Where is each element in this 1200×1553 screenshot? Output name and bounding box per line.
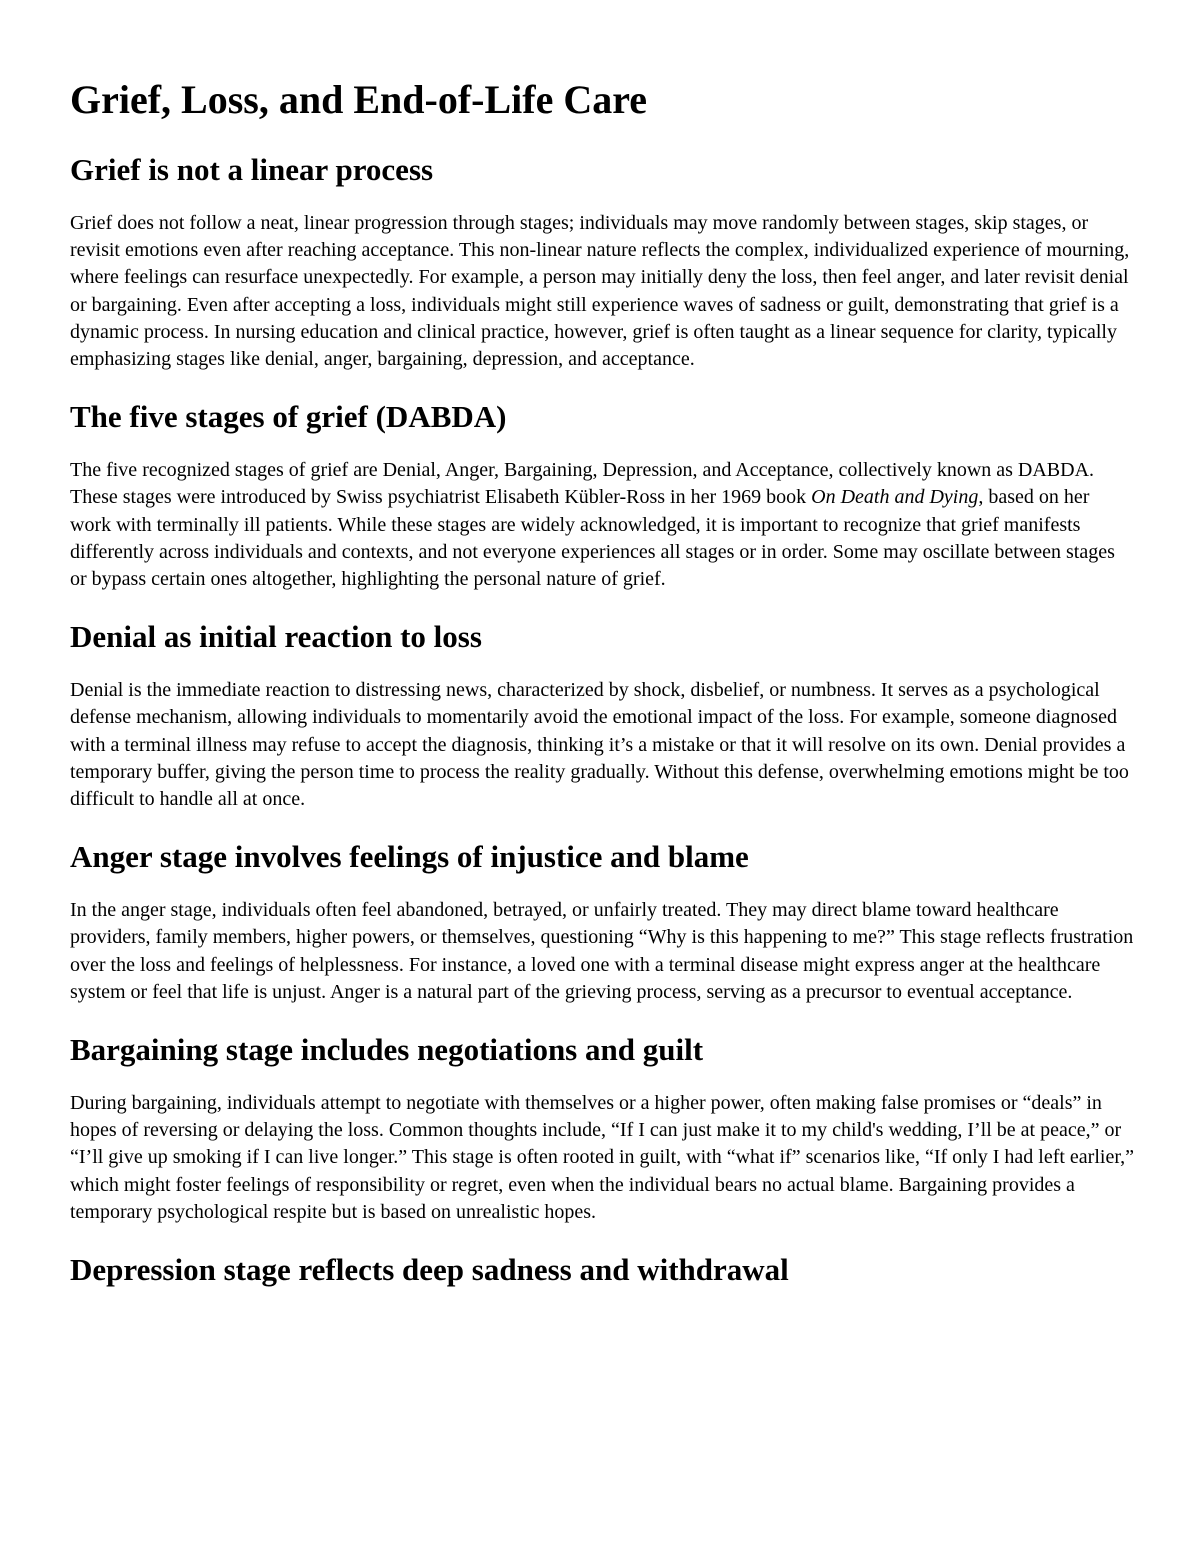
section-heading-depression: Depression stage reflects deep sadness and withdrawal	[70, 1252, 789, 1288]
section-heading-nonlinear: Grief is not a linear process	[70, 152, 434, 187]
document-title: Grief, Loss, and End-of-Life Care	[70, 77, 648, 122]
section-paragraph-anger: In the anger stage, individuals often feel abandoned, betrayed, or unfairly treated. They may direct blame toward healthcare providers, family members, higher powers, or themselves, questioning “Why is this happening to me?” This stage reflects frustration over the loss and feelings of helplessness. For instance, a loved one with a terminal disease might express anger at the healthcare system or feel that life is unjust. Anger is a natural part of the grieving process, serving as a precursor to eventual acceptance.	[70, 899, 1134, 1003]
dabda-text-part-2: , based on her work with terminally ill patients. While these stages are widely acknowledged, it is important to recognize that grief manifests differently across individuals and contexts, and not everyone experiences all stages or in order. Some may oscillate between stages or bypass certain ones altogether, highlighting the personal nature of grief.	[70, 486, 1115, 591]
book-title: On Death and Dying	[811, 486, 979, 509]
section-heading-bargaining: Bargaining stage includes negotiations and guilt	[70, 1032, 704, 1068]
section-paragraph-dabda	[70, 457, 1135, 593]
section-paragraph-nonlinear: Grief does not follow a neat, linear progression through stages; individuals may move randomly between stages, skip stages, or revisit emotions even after reaching acceptance. This non-linear nature reflects the complex, individualized experience of mourning, where feelings can resurface unexpectedly. For example, a person may initially deny the loss, then feel anger, and later revisit denial or bargaining. Even after accepting a loss, individuals might still experience waves of sadness or guilt, demonstrating that grief is a dynamic process. In nursing education and clinical practice, however, grief is often taught as a linear sequence for clarity, typically emphasizing stages like denial, anger, bargaining, depression, and acceptance.	[70, 212, 1130, 371]
dabda-text-part-1: The five recognized stages of grief are Denial, Anger, Bargaining, Depression, and Acceptance, collectively known as DABDA. These stages were introduced by Swiss psychiatrist Elisabeth Kübler-Ross in her 1969 book	[70, 459, 1095, 509]
section-heading-dabda: The five stages of grief (DABDA)	[70, 399, 507, 435]
section-paragraph-denial: Denial is the immediate reaction to distressing news, characterized by shock, disbelief, or numbness. It serves as a psychological defense mechanism, allowing individuals to momentarily avoid the emotional impact of the loss. For example, someone diagnosed with a terminal illness may refuse to accept the diagnosis, thinking it’s a mistake or that it will resolve on its own. Denial provides a temporary buffer, giving the person time to process the reality gradually. Without this defense, overwhelming emotions might be too difficult to handle all at once.	[70, 679, 1129, 811]
section-heading-denial: Denial as initial reaction to loss	[70, 619, 482, 655]
section-heading-anger: Anger stage involves feelings of injustice and blame	[70, 839, 749, 875]
document-page	[70, 74, 1135, 1310]
section-paragraph-bargaining: During bargaining, individuals attempt to negotiate with themselves or a higher power, often making false promises or “deals” in hopes of reversing or delaying the loss. Common thoughts include, “If I can just make it to my child's wedding, I’ll be at peace,” or “I’ll give up smoking if I can live longer.” This stage is often rooted in guilt, with “what if” scenarios like, “If only I had left earlier,” which might foster feelings of responsibility or regret, even when the individual bears no actual blame. Bargaining provides a temporary psychological respite but is based on unrealistic hopes.	[70, 1092, 1135, 1223]
